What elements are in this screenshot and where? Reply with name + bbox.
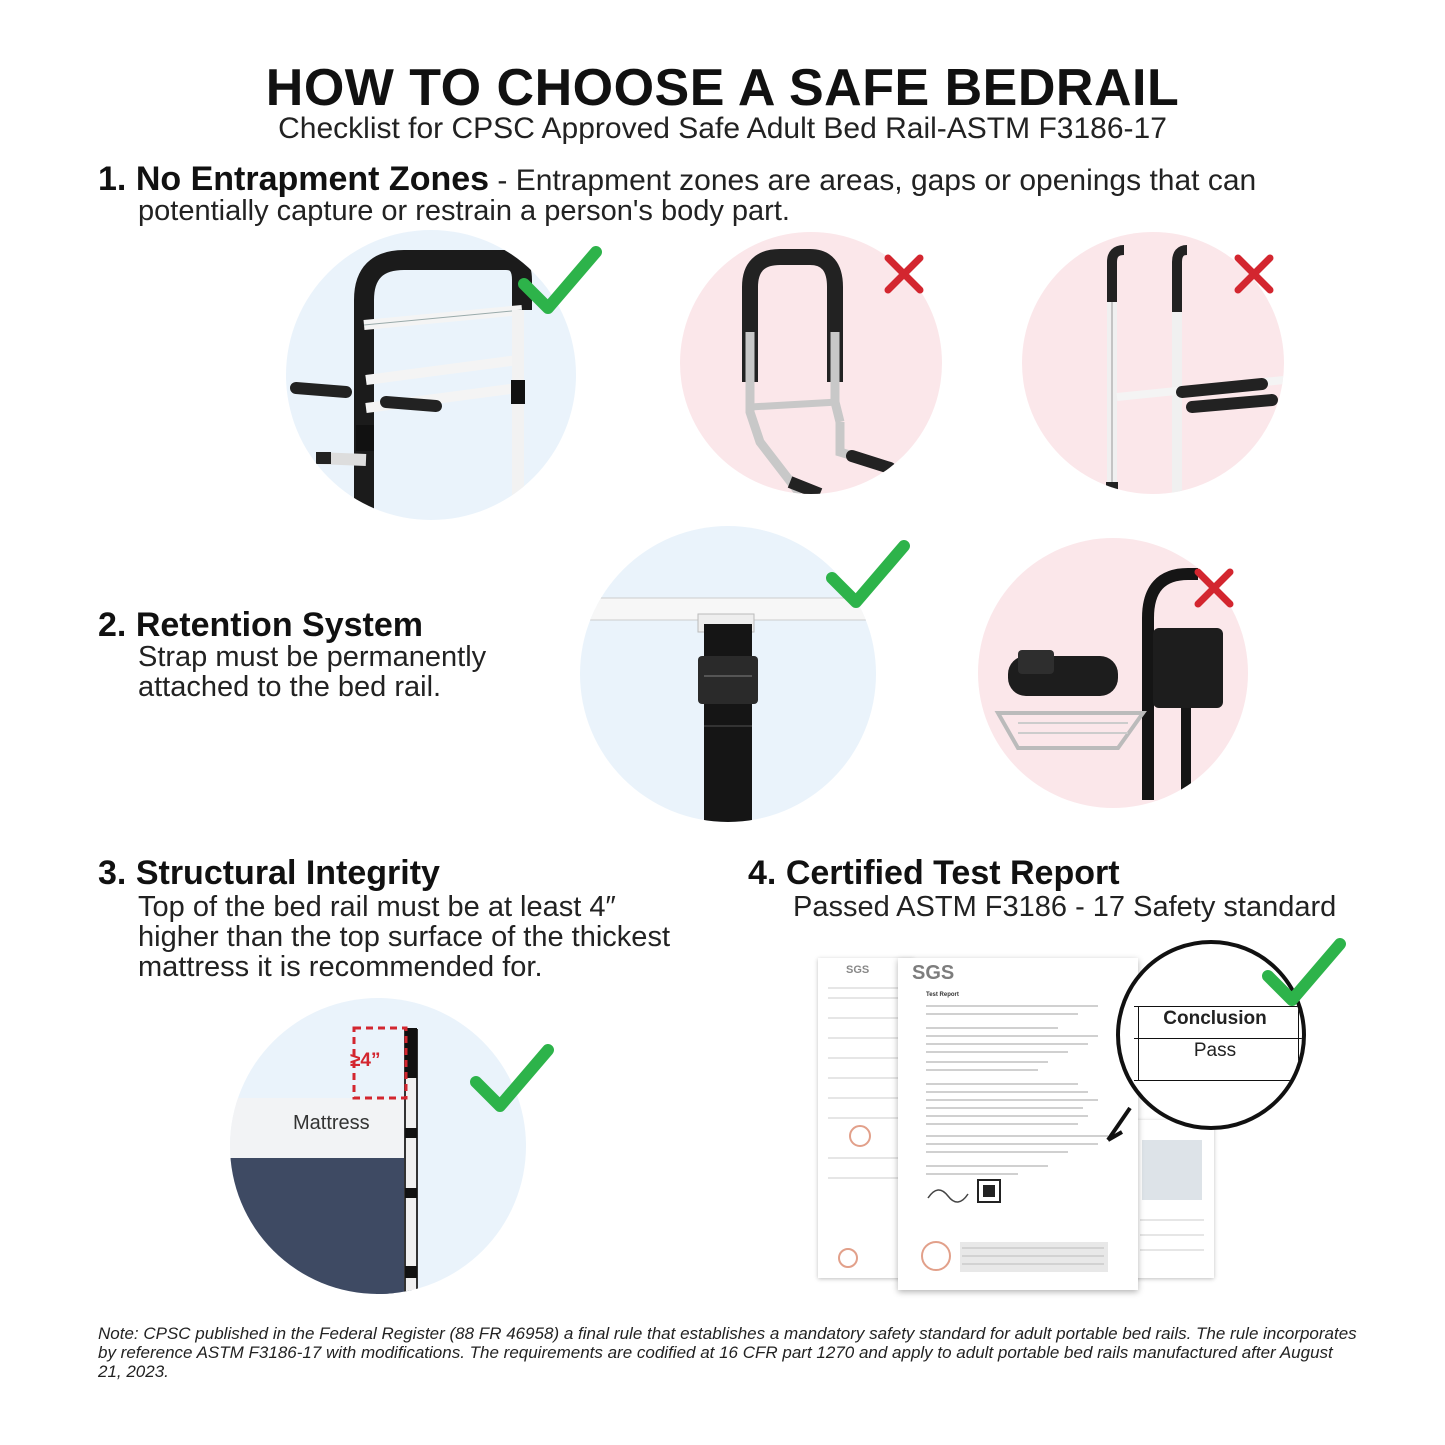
magnifier-pointer <box>1100 1100 1150 1160</box>
section-3-desc-line1: Top of the bed rail must be at least 4″ <box>138 891 616 923</box>
section-1-number: 1. <box>98 160 127 198</box>
check-icon <box>826 540 910 612</box>
section-2-desc <box>138 642 486 702</box>
check-icon <box>1262 938 1346 1010</box>
cross-icon <box>1232 252 1276 296</box>
section-3-heading <box>98 854 440 893</box>
section-3-title: Structural Integrity <box>135 854 440 892</box>
footnote: Note: CPSC published in the Federal Register (88 FR 46958) a final rule that establishes a mandatory safety standard for adult portable bed rails. The rule incorporates by reference ASTM F3186-17 with modifications. The requirements are codified at 16 CFR part 1270 and apply to adult portable bed rails manufactured after August 21, 2023. <box>98 1324 1357 1381</box>
cross-icon <box>1192 566 1236 610</box>
page-title: HOW TO CHOOSE A SAFE BEDRAIL <box>265 59 1180 117</box>
report-doc-title: Test Report <box>926 992 959 998</box>
section-1-heading <box>98 160 1256 199</box>
section-3-desc-line2: higher than the top surface of the thickest <box>138 921 670 953</box>
conclusion-value: Pass <box>1193 1040 1237 1061</box>
conclusion-header: Conclusion <box>1163 1008 1267 1029</box>
section-4-heading <box>748 854 1120 893</box>
page-subtitle: Checklist for CPSC Approved Safe Adult Bed Rail-ASTM F3186-17 <box>278 112 1167 145</box>
height-label: ≥4” <box>350 1050 381 1071</box>
report-brand: SGS <box>846 964 870 976</box>
section-2-title: Retention System <box>135 606 423 644</box>
section-4-number: 4. <box>748 854 777 892</box>
mattress-label: Mattress <box>293 1112 370 1134</box>
section-3-desc <box>138 892 670 982</box>
section-2-desc-line2: attached to the bed rail. <box>138 671 442 703</box>
section-3-desc-line3: mattress it is recommended for. <box>138 951 543 983</box>
check-icon <box>470 1044 554 1116</box>
check-icon <box>518 246 602 318</box>
cross-icon <box>882 252 926 296</box>
section-4-desc-line1: Passed ASTM F3186 - 17 Safety standard <box>793 891 1337 923</box>
section-1-desc-line1: - Entrapment zones are areas, gaps or openings that can <box>489 164 1257 197</box>
section-4-title: Certified Test Report <box>785 854 1120 892</box>
section-2-desc-line1: Strap must be permanently <box>138 641 487 673</box>
section-1-desc-line2: potentially capture or restrain a person's body part. <box>138 195 790 227</box>
section-2-heading <box>98 606 423 645</box>
section-1-title: No Entrapment Zones <box>135 160 490 198</box>
section-2-number: 2. <box>98 606 127 644</box>
section-3-number: 3. <box>98 854 127 892</box>
report-main-brand: SGS <box>912 962 955 984</box>
height-diagram <box>230 998 526 1294</box>
